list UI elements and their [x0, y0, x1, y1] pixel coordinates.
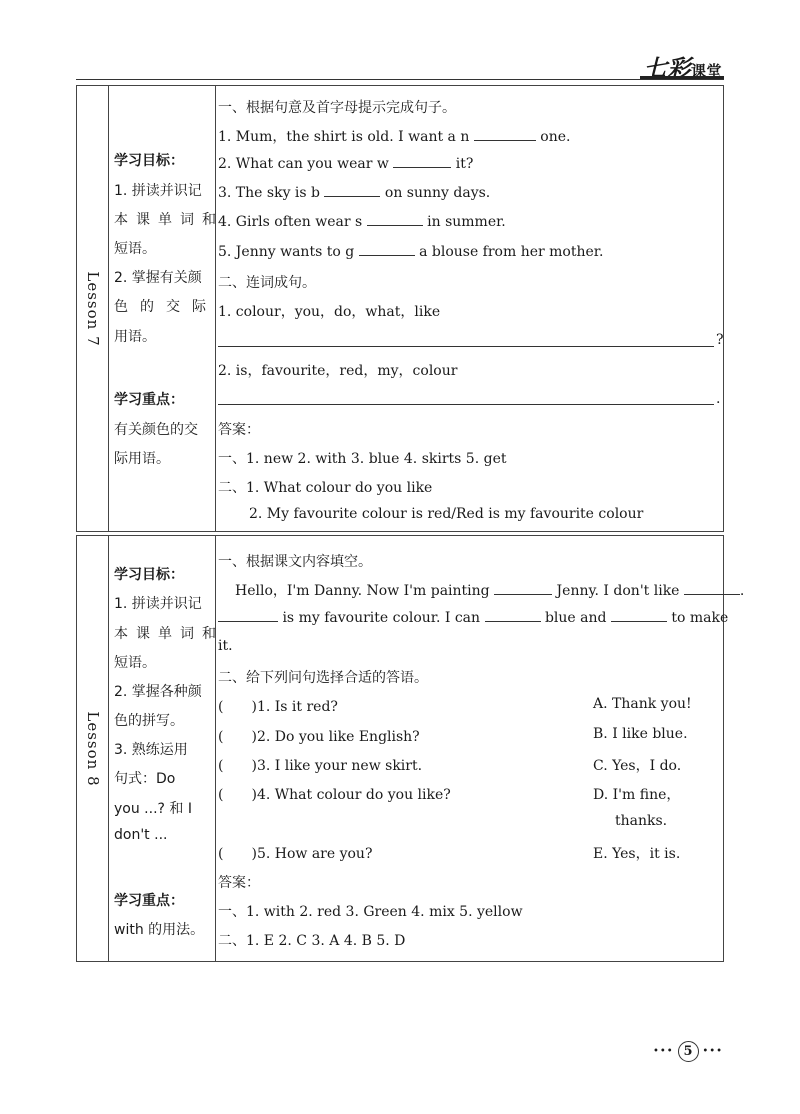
goal-line: 用语。: [114, 329, 156, 345]
key-title: 学习重点：: [114, 392, 184, 408]
goal-line: you ...? 和 I: [114, 801, 192, 817]
section-title: 一、根据课文内容填空。: [218, 554, 372, 570]
choice-answer-d: D. I'm fine，: [593, 787, 681, 803]
choice-answer-a: A. Thank you!: [593, 696, 692, 712]
answer-line: 一、1. with 2. red 3. Green 4. mix 5. yellow: [218, 904, 523, 920]
key-line: 有关颜色的交: [114, 422, 198, 438]
brand-part2: 课堂: [690, 62, 722, 80]
goal-line: 色的交际: [114, 299, 218, 315]
lesson-8-table: [76, 535, 745, 962]
passage-line-3: it.: [218, 638, 233, 654]
answer-line: 一、1. new 2. with 3. blue 4. skirts 5. get: [218, 451, 507, 467]
lesson-7-table: [76, 85, 724, 532]
key-title: 学习重点：: [114, 893, 184, 909]
decor-dots-right: •••: [702, 1046, 724, 1057]
goal-line: 2. 掌握各种颜: [114, 684, 202, 700]
goal-line: 短语。: [114, 241, 156, 257]
question-4: 4. Girls often wear s in summer.: [218, 214, 506, 230]
goals-title: 学习目标：: [114, 153, 184, 169]
lesson-7-label: Lesson 7: [83, 270, 102, 347]
choice-question-3: ( )3. I like your new skirt.: [218, 758, 423, 774]
goal-line: 本课单词和: [114, 212, 224, 228]
section-title: 二、连词成句。: [218, 275, 316, 291]
lesson-7-label-cell: [77, 86, 109, 531]
choice-question-5: ( )5. How are you?: [218, 846, 373, 862]
page-number: [653, 1041, 723, 1062]
goal-line: 1. 拼读并识记: [114, 596, 202, 612]
sentence-2-end: .: [716, 391, 721, 407]
choice-answer-d-cont: thanks.: [615, 813, 668, 829]
goals-title: 学习目标：: [114, 567, 184, 583]
brand-part1: 七彩: [643, 55, 691, 82]
answer-line: 二、1. E 2. C 3. A 4. B 5. D: [218, 933, 406, 949]
decor-dots-left: •••: [653, 1046, 674, 1057]
answer-rule: [218, 346, 714, 347]
key-line: with 的用法。: [114, 922, 205, 938]
goal-line: 3. 熟练运用: [114, 742, 188, 758]
answer-line: 2. My favourite colour is red/Red is my favourite colour: [249, 506, 644, 522]
lesson-7-goals-cell: [108, 86, 224, 531]
goal-line: 1. 拼读并识记: [114, 183, 202, 199]
answer-rule: [218, 404, 714, 405]
header-rule: [76, 79, 724, 80]
sentence-1: 1. colour，you，do，what，like: [218, 304, 441, 320]
goal-line: don't ...: [114, 827, 168, 843]
choice-question-4: ( )4. What colour do you like?: [218, 787, 451, 803]
goal-line: 色的拼写。: [114, 713, 184, 729]
lesson-8-goals-cell: [108, 536, 224, 961]
choice-question-2: ( )2. Do you like English?: [218, 729, 420, 745]
lesson-8-label-cell: [77, 536, 109, 961]
question-5: 5. Jenny wants to g a blouse from her mother.: [218, 244, 604, 260]
passage-line-1: Hello，I'm Danny. Now I'm painting Jenny. I don't like .: [235, 583, 745, 599]
answer-title: 答案：: [218, 422, 260, 438]
key-line: 际用语。: [114, 451, 170, 467]
sentence-1-end: ?: [716, 332, 724, 348]
choice-answer-c: C. Yes，I do.: [593, 758, 682, 774]
sentence-2: 2. is，favourite，red，my，colour: [218, 363, 458, 379]
goal-line: 句式：Do: [114, 771, 176, 787]
goal-line: 本课单词和: [114, 626, 224, 642]
choice-question-1: ( )1. Is it red?: [218, 699, 338, 715]
passage-line-2: is my favourite colour. I can blue and to make: [218, 609, 728, 626]
header-rule-thick: [640, 76, 724, 79]
lesson-8-label: Lesson 8: [83, 710, 102, 787]
question-1: 1. Mum，the shirt is old. I want a n one.: [218, 129, 571, 145]
goal-line: 2. 掌握有关颜: [114, 270, 202, 286]
section-title: 二、给下列问句选择合适的答语。: [218, 670, 428, 686]
page-number-value: 5: [678, 1041, 699, 1062]
question-2: 2. What can you wear w it?: [218, 156, 474, 172]
answer-title: 答案：: [218, 875, 260, 891]
question-3: 3. The sky is b on sunny days.: [218, 185, 491, 201]
choice-answer-b: B. I like blue.: [593, 726, 688, 742]
goal-line: 短语。: [114, 655, 156, 671]
choice-answer-e: E. Yes，it is.: [593, 846, 681, 862]
answer-line: 二、1. What colour do you like: [218, 480, 433, 496]
section-title: 一、根据句意及首字母提示完成句子。: [218, 100, 456, 116]
